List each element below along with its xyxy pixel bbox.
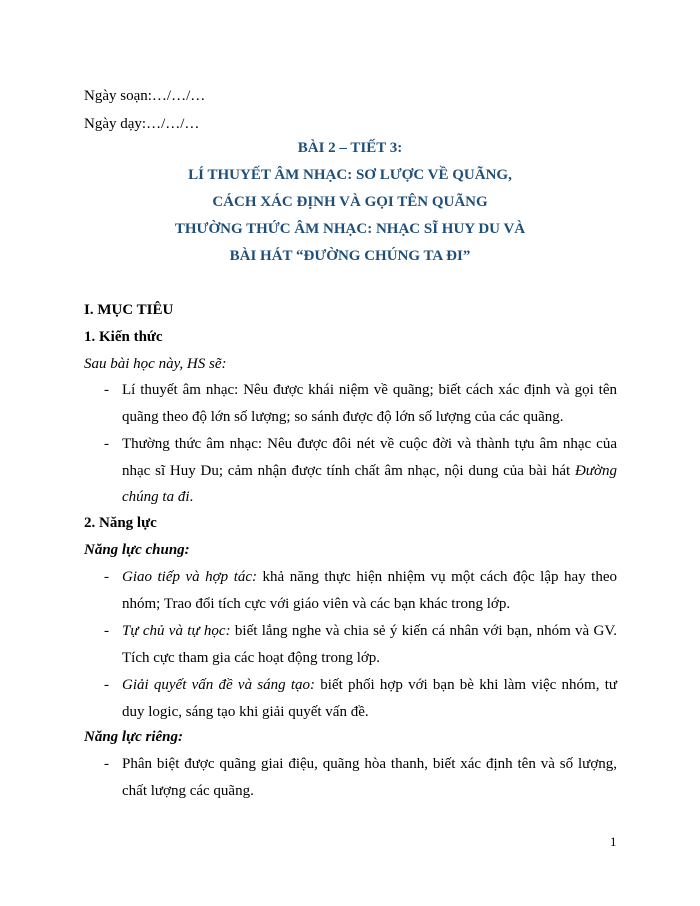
page-number: 1 [610, 834, 617, 849]
list-item: Giải quyết vấn đề và sáng tạo: biết phối hợp với bạn bè khi làm việc nhóm, tư duy logic, sáng tạo khi giải quyết vấn đề. [122, 677, 618, 720]
subheading-kien-thuc: 1. Kiến thức [84, 329, 163, 345]
bullet-dash: - [104, 677, 109, 693]
list-item: Giao tiếp và hợp tác: khả năng thực hiện nhiệm vụ một cách độc lập hay theo nhóm; Trao đổi tích cực với giáo viên và các bạn khác trong lớp. [122, 569, 617, 612]
list-item: Thường thức âm nhạc: Nêu được đôi nét về cuộc đời và thành tựu âm nhạc của nhạc sĩ Huy Du; cảm nhận được tính chất âm nhạc, nội dung của bài hát Đường chúng ta đi. [122, 436, 617, 505]
lesson-title-4: THƯỜNG THỨC ÂM NHẠC: NHẠC SĨ HUY DU VÀ [174, 221, 526, 237]
lesson-title-1: BÀI 2 – TIẾT 3: [297, 140, 403, 156]
bullet-dash: - [104, 569, 109, 585]
lesson-title-5: BÀI HÁT “ĐƯỜNG CHÚNG TA ĐI” [229, 248, 471, 264]
list-item: Lí thuyết âm nhạc: Nêu được khái niệm về quãng; biết cách xác định và gọi tên quãng theo độ lớn số lượng; so sánh được độ lớn số lượng của các quãng. [122, 382, 617, 425]
ngay-soan: Ngày soạn:…/…/… [84, 88, 206, 104]
lesson-title-3: CÁCH XÁC ĐỊNH VÀ GỌI TÊN QUÃNG [212, 194, 488, 210]
nang-luc-rieng-heading: Năng lực riêng: [84, 729, 183, 745]
nang-luc-chung-heading: Năng lực chung: [84, 542, 190, 558]
bullet-dash: - [104, 436, 109, 452]
bullet-dash: - [104, 756, 109, 772]
intro-text: Sau bài học này, HS sẽ: [84, 356, 227, 372]
list-item: Phân biệt được quãng giai điệu, quãng hòa thanh, biết xác định tên và số lượng, chất lượng các quãng. [122, 756, 617, 799]
lesson-title-2: LÍ THUYẾT ÂM NHẠC: SƠ LƯỢC VỀ QUÃNG, [188, 167, 512, 183]
bullet-dash: - [104, 623, 109, 639]
subheading-nang-luc: 2. Năng lực [84, 515, 157, 531]
section-heading: I. MỤC TIÊU [84, 302, 174, 318]
ngay-day: Ngày dạy:…/…/… [84, 116, 200, 132]
bullet-dash: - [104, 382, 109, 398]
list-item: Tự chủ và tự học: biết lắng nghe và chia sẻ ý kiến cá nhân với bạn, nhóm và GV. Tích cực tham gia các hoạt động trong lớp. [122, 623, 617, 666]
